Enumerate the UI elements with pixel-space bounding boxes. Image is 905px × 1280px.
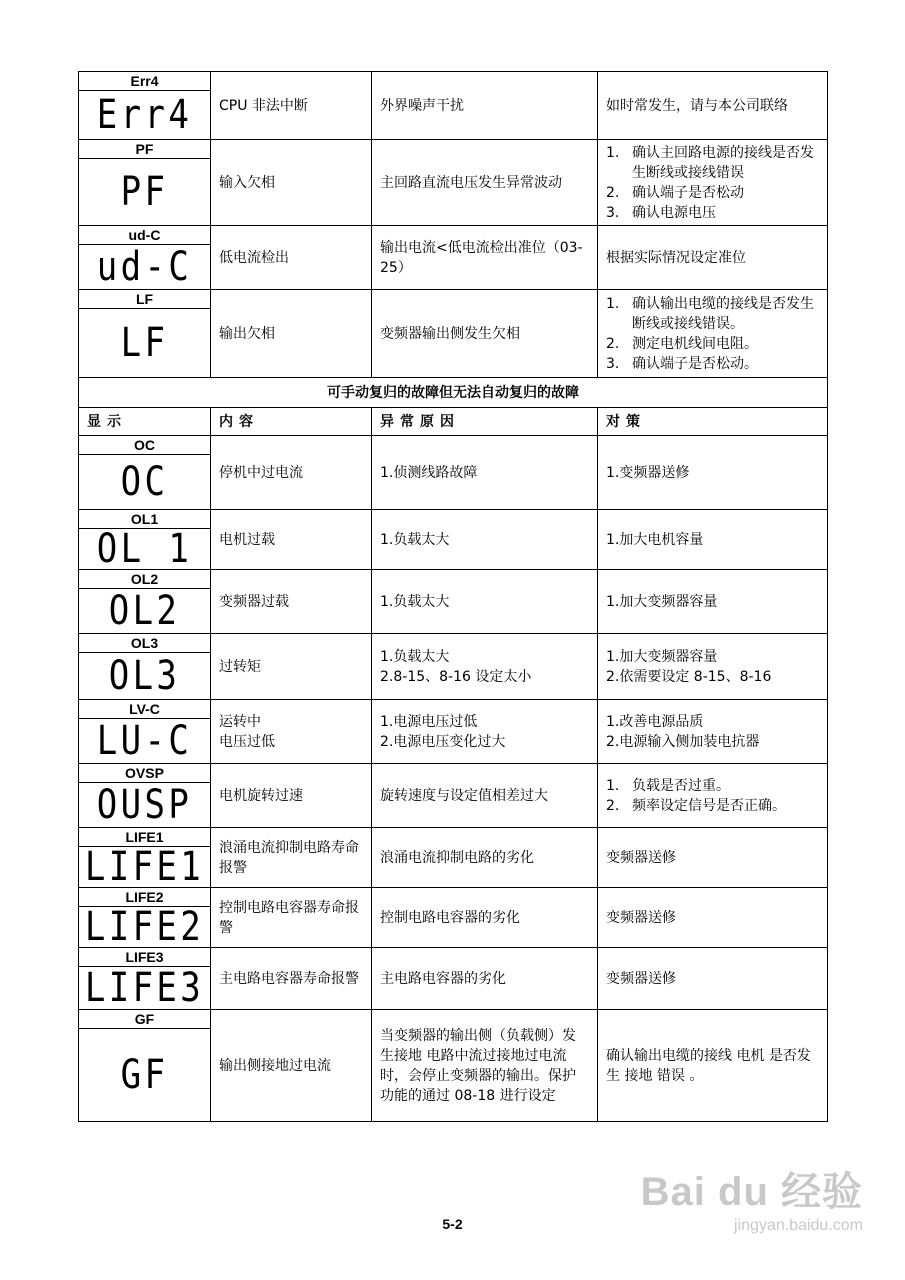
fault-table-top xyxy=(79,72,828,378)
list-item-number: 3. xyxy=(606,204,620,221)
page-number: 5-2 xyxy=(442,1216,463,1232)
fault-code-cell xyxy=(79,828,211,888)
fault-code-label: OL3 xyxy=(79,635,210,653)
fault-cause xyxy=(372,888,598,948)
header-action: 对策 xyxy=(598,408,828,436)
seven-segment-display: Err4 xyxy=(96,91,193,138)
fault-cause xyxy=(372,72,598,140)
cause-line: 1.负载太大 xyxy=(380,593,450,610)
fault-action xyxy=(598,948,828,1010)
cause-line: 变频器输出侧发生欠相 xyxy=(380,325,520,342)
action-line: 2.电源输入侧加装电抗器 xyxy=(606,733,760,750)
list-item-number: 3. xyxy=(606,355,620,372)
fault-code-cell xyxy=(79,140,211,226)
fault-action xyxy=(598,634,828,700)
action-list xyxy=(606,776,819,816)
fault-code-label: LIFE3 xyxy=(79,949,210,967)
seven-segment-display: LF xyxy=(120,319,169,366)
fault-action xyxy=(598,72,828,140)
cause-line: 输出电流<低电流检出准位（03-25） xyxy=(380,239,583,276)
action-line: 2.依需要设定 8-15、8-16 xyxy=(606,668,772,685)
table-row xyxy=(79,634,828,700)
fault-content: 输出欠相 xyxy=(211,290,372,378)
fault-code-cell xyxy=(79,700,211,764)
list-item-text: 确认电源电压 xyxy=(632,204,716,221)
action-line: 1.加大变频器容量 xyxy=(606,593,718,610)
action-list xyxy=(606,294,819,374)
action-line: 根据实际情况设定准位 xyxy=(606,249,746,266)
list-item xyxy=(606,203,819,223)
fault-code-label: Err4 xyxy=(79,73,210,91)
cause-line: 2.8-15、8-16 设定太小 xyxy=(380,668,532,685)
table-row xyxy=(79,140,828,226)
table-row xyxy=(79,72,828,140)
list-item-number: 2. xyxy=(606,335,620,352)
seven-segment-display: PF xyxy=(120,168,169,215)
list-item-text: 确认输出电缆的接线是否发生断线或接线错误。 xyxy=(632,295,814,332)
fault-code-label: PF xyxy=(79,141,210,159)
seven-segment-display: GF xyxy=(120,1051,169,1098)
fault-action xyxy=(598,226,828,290)
fault-action xyxy=(598,140,828,226)
action-line: 变频器送修 xyxy=(606,849,676,866)
seven-segment-display: OL3 xyxy=(108,652,181,699)
list-item-number: 2. xyxy=(606,184,620,201)
cause-line: 1.负载太大 xyxy=(380,531,450,548)
action-list xyxy=(606,143,819,223)
fault-code-label: OVSP xyxy=(79,765,210,783)
seven-segment-display: LU-C xyxy=(96,717,193,764)
table-row xyxy=(79,700,828,764)
fault-code-cell xyxy=(79,436,211,510)
fault-content: 运转中 电压过低 xyxy=(211,700,372,764)
table-row xyxy=(79,828,828,888)
fault-content: 控制电路电容器寿命报警 xyxy=(211,888,372,948)
fault-action xyxy=(598,700,828,764)
fault-content: 电机旋转过速 xyxy=(211,764,372,828)
cause-line: 当变频器的输出侧（负载侧）发生接地 电路中流过接地过电流时，会停止变频器的输出。保护功能的通过 08-18 进行设定 xyxy=(380,1027,576,1104)
fault-content: 过转矩 xyxy=(211,634,372,700)
fault-code-cell xyxy=(79,510,211,570)
fault-cause xyxy=(372,634,598,700)
fault-code-cell xyxy=(79,290,211,378)
list-item xyxy=(606,354,819,374)
table-row xyxy=(79,888,828,948)
list-item-text: 频率设定信号是否正确。 xyxy=(632,797,786,814)
action-line: 1.改善电源品质 xyxy=(606,713,704,730)
fault-table xyxy=(78,71,828,1122)
header-cause: 异常原因 xyxy=(372,408,598,436)
fault-cause xyxy=(372,700,598,764)
fault-cause xyxy=(372,226,598,290)
table-row xyxy=(79,1010,828,1122)
baidu-watermark xyxy=(641,1160,863,1235)
fault-action xyxy=(598,510,828,570)
fault-action xyxy=(598,888,828,948)
watermark-url: jingyan.baidu.com xyxy=(734,1217,863,1234)
fault-code-cell xyxy=(79,948,211,1010)
fault-cause xyxy=(372,570,598,634)
fault-action xyxy=(598,570,828,634)
fault-action xyxy=(598,828,828,888)
table-row xyxy=(79,436,828,510)
fault-cause xyxy=(372,436,598,510)
list-item-text: 确认主回路电源的接线是否发生断线或接线错误 xyxy=(632,144,814,181)
list-item xyxy=(606,796,819,816)
list-item-number: 1. xyxy=(606,777,620,794)
list-item-number: 1. xyxy=(606,295,620,312)
table-row xyxy=(79,290,828,378)
fault-code-cell xyxy=(79,764,211,828)
fault-cause xyxy=(372,828,598,888)
fault-cause xyxy=(372,140,598,226)
fault-cause xyxy=(372,948,598,1010)
seven-segment-display: ud-C xyxy=(96,243,193,290)
seven-segment-display: LIFE2 xyxy=(84,903,205,950)
fault-cause xyxy=(372,510,598,570)
table-row xyxy=(79,948,828,1010)
fault-code-label: GF xyxy=(79,1011,210,1029)
fault-content: 电机过载 xyxy=(211,510,372,570)
cause-line: 主电路电容器的劣化 xyxy=(380,970,506,987)
action-line: 确认输出电缆的接线 电机 是否发生 接地 错误 。 xyxy=(606,1047,811,1084)
fault-cause xyxy=(372,290,598,378)
table-row xyxy=(79,226,828,290)
fault-code-label: LIFE2 xyxy=(79,889,210,907)
action-line: 如时常发生，请与本公司联络 xyxy=(606,97,788,114)
action-line: 1.变频器送修 xyxy=(606,464,690,481)
header-display: 显示 xyxy=(79,408,211,436)
list-item xyxy=(606,183,819,203)
fault-content: 浪涌电流抑制电路寿命报警 xyxy=(211,828,372,888)
seven-segment-display: LIFE3 xyxy=(84,964,205,1011)
cause-line: 1.负载太大 xyxy=(380,648,450,665)
action-line: 变频器送修 xyxy=(606,909,676,926)
cause-line: 浪涌电流抑制电路的劣化 xyxy=(380,849,534,866)
fault-code-label: LIFE1 xyxy=(79,829,210,847)
fault-code-label: ud-C xyxy=(79,227,210,245)
list-item xyxy=(606,143,819,183)
table-row xyxy=(79,570,828,634)
seven-segment-display: OL 1 xyxy=(96,525,193,572)
list-item-text: 确认端子是否松动 xyxy=(632,184,744,201)
list-item-number: 1. xyxy=(606,144,620,161)
fault-content: 变频器过载 xyxy=(211,570,372,634)
section-header xyxy=(79,378,828,436)
header-content: 内容 xyxy=(211,408,372,436)
seven-segment-display: OUSP xyxy=(96,781,193,828)
seven-segment-display: OL2 xyxy=(108,587,181,634)
fault-cause xyxy=(372,764,598,828)
seven-segment-display: OC xyxy=(120,458,169,505)
cause-line: 主回路直流电压发生异常波动 xyxy=(380,174,562,191)
fault-content: CPU 非法中断 xyxy=(211,72,372,140)
cause-line: 1.侦测线路故障 xyxy=(380,464,478,481)
action-line: 变频器送修 xyxy=(606,970,676,987)
seven-segment-display: LIFE1 xyxy=(84,843,205,890)
fault-action xyxy=(598,290,828,378)
fault-content: 输入欠相 xyxy=(211,140,372,226)
cause-line: 控制电路电容器的劣化 xyxy=(380,909,520,926)
fault-code-cell xyxy=(79,570,211,634)
list-item-text: 测定电机线间电阻。 xyxy=(632,335,758,352)
section-title: 可手动复归的故障但无法自动复归的故障 xyxy=(79,378,828,408)
watermark-logo: Bai du 经验 xyxy=(640,1170,863,1214)
fault-code-cell xyxy=(79,226,211,290)
fault-code-label: OL2 xyxy=(79,571,210,589)
list-item-text: 确认端子是否松动。 xyxy=(632,355,758,372)
fault-code-label: LF xyxy=(79,291,210,309)
fault-code-cell xyxy=(79,888,211,948)
fault-content: 输出侧接地过电流 xyxy=(211,1010,372,1122)
fault-content: 主电路电容器寿命报警 xyxy=(211,948,372,1010)
list-item xyxy=(606,294,819,334)
cause-line: 2.电源电压变化过大 xyxy=(380,733,506,750)
list-item-number: 2. xyxy=(606,797,620,814)
list-item xyxy=(606,334,819,354)
fault-code-label: LV-C xyxy=(79,701,210,719)
table-row xyxy=(79,764,828,828)
fault-action xyxy=(598,764,828,828)
fault-cause xyxy=(372,1010,598,1122)
fault-content: 停机中过电流 xyxy=(211,436,372,510)
cause-line: 旋转速度与设定值相差过大 xyxy=(380,787,548,804)
fault-code-label: OC xyxy=(79,437,210,455)
fault-code-cell xyxy=(79,634,211,700)
fault-action xyxy=(598,1010,828,1122)
fault-code-label: OL1 xyxy=(79,511,210,529)
table-row xyxy=(79,510,828,570)
fault-code-cell xyxy=(79,72,211,140)
action-line: 1.加大电机容量 xyxy=(606,531,704,548)
fault-table-bottom xyxy=(79,436,828,1122)
list-item xyxy=(606,776,819,796)
fault-content: 低电流检出 xyxy=(211,226,372,290)
fault-action xyxy=(598,436,828,510)
cause-line: 1.电源电压过低 xyxy=(380,713,478,730)
action-line: 1.加大变频器容量 xyxy=(606,648,718,665)
list-item-text: 负载是否过重。 xyxy=(632,777,730,794)
fault-code-cell xyxy=(79,1010,211,1122)
cause-line: 外界噪声干扰 xyxy=(380,97,464,114)
